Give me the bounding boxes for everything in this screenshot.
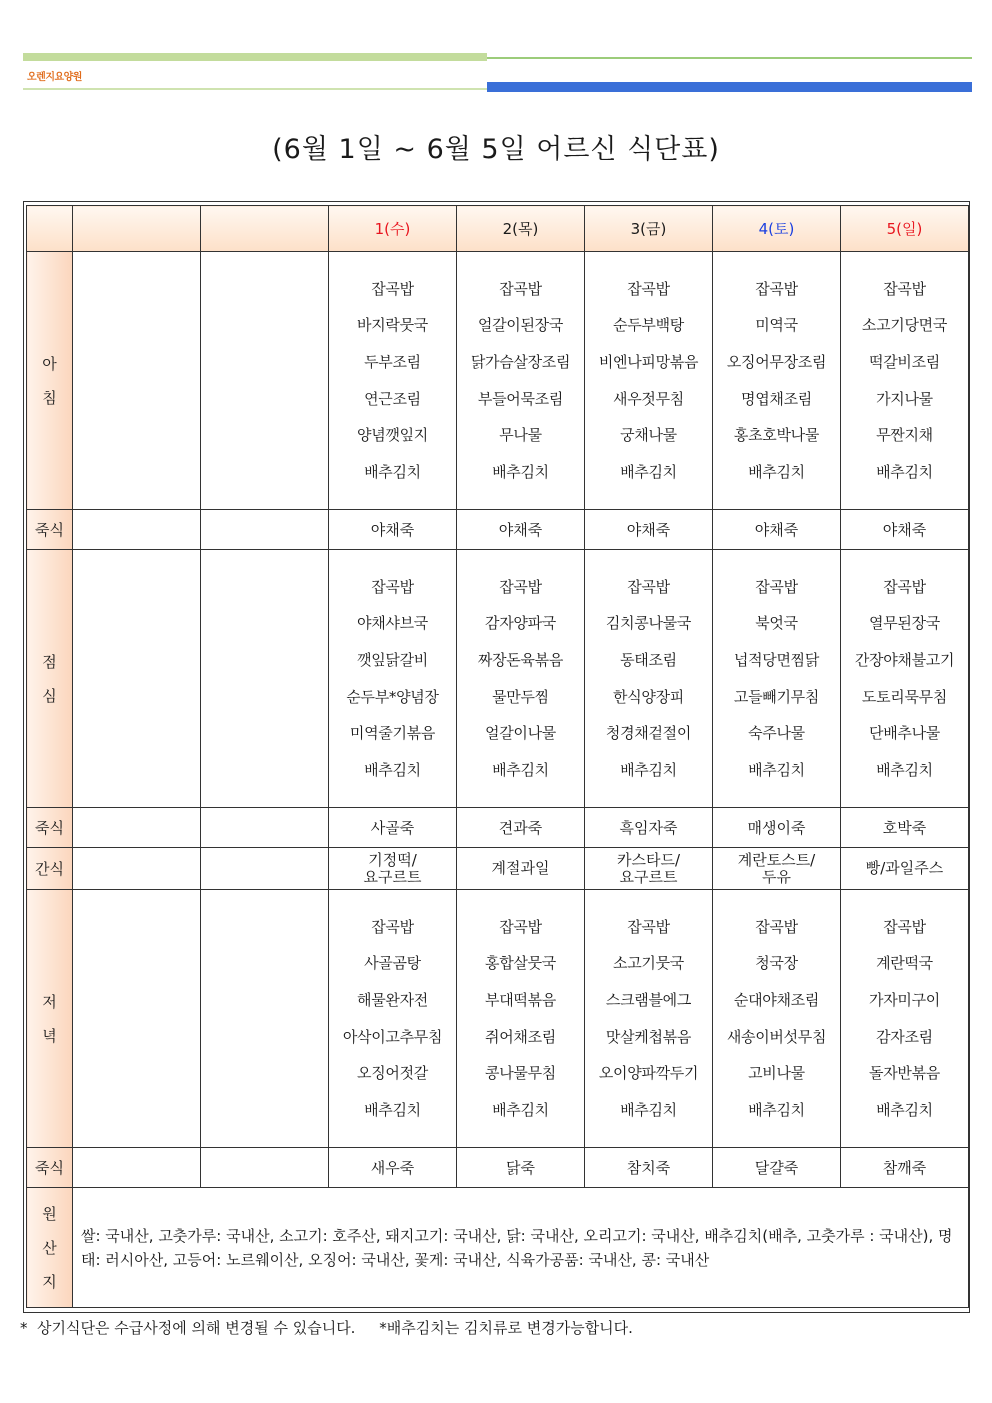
menu-item: 명엽채조림 — [741, 389, 812, 408]
day-header: 3(금) — [585, 206, 713, 252]
dinner-menu-cell — [329, 890, 457, 1148]
menu-table — [26, 205, 969, 1308]
origin-text: 쌀: 국내산, 고춧가루: 국내산, 소고기: 호주산, 돼지고기: 국내산, 닭: 국내산, 오리고기: 국내산, 배추김치(배추, 고춧가루 : 국내산), 명태: 러시아산, 고등어: 노르웨이산, 오징어: 국내산, 꽃게: 국내산, 식육가공품: 국내산, 콩: 국내산 — [73, 1188, 969, 1308]
lunch-menu-cell — [457, 550, 585, 808]
row-label — [27, 252, 73, 510]
menu-item: 배추김치 — [492, 1100, 549, 1119]
menu-item: 요구르트 — [619, 867, 678, 886]
empty-header-cell — [201, 206, 329, 252]
lunch_porridge-cell: 흑임자죽 — [585, 808, 713, 848]
header-bar-blue — [487, 82, 972, 92]
menu-item: 양념깻잎지 — [357, 426, 428, 445]
menu-item: 배추김치 — [364, 760, 421, 779]
breakfast_porridge-cell: 야채죽 — [329, 510, 457, 550]
menu-item: 청경채겉절이 — [605, 724, 692, 743]
row-label — [27, 550, 73, 808]
empty-cell — [73, 1148, 201, 1188]
menu-item: 부들어묵조림 — [477, 389, 564, 408]
menu-item: 부대떡볶음 — [485, 990, 556, 1009]
menu-item: 쥐어채조림 — [485, 1027, 556, 1046]
row-label-text: 아 침 — [42, 354, 57, 407]
footnote: * 상기식단은 수급사정에 의해 변경될 수 있습니다. *배추김치는 김치류로 변경가능합니다. — [20, 1319, 633, 1337]
lunch-menu-cell — [713, 550, 841, 808]
menu-item: 두부조림 — [364, 352, 421, 371]
menu-item: 청국장 — [755, 954, 798, 973]
menu-item: 가지나물 — [876, 389, 933, 408]
empty-cell — [201, 510, 329, 550]
menu-item: 연근조림 — [364, 389, 421, 408]
header-line-green — [487, 57, 972, 59]
menu-item: 짜장돈육볶음 — [477, 650, 564, 669]
row-label-text: 저 녁 — [42, 992, 57, 1045]
lunch_porridge-cell: 호박죽 — [841, 808, 969, 848]
menu-item: 두유 — [762, 867, 791, 886]
menu-item: 깻잎닭갈비 — [357, 650, 428, 669]
dinner_porridge-row — [27, 1148, 969, 1188]
menu-item: 단배추나물 — [869, 724, 940, 743]
origin-row — [27, 1188, 969, 1308]
dinner-menu-cell — [457, 890, 585, 1148]
row-label — [27, 1188, 73, 1308]
row-label — [27, 848, 73, 890]
menu-item: 돌자반볶음 — [869, 1064, 940, 1083]
menu-item: 잡곡밥 — [371, 279, 414, 298]
header-line-light — [23, 88, 487, 90]
menu-item: 넙적당면찜닭 — [733, 650, 820, 669]
menu-item: 아삭이고추무침 — [342, 1027, 443, 1046]
menu-item: 잡곡밥 — [499, 917, 542, 936]
dinner-row — [27, 890, 969, 1148]
lunch-menu-cell — [585, 550, 713, 808]
menu-item: 맛살케첩볶음 — [605, 1027, 692, 1046]
menu-item: 해물완자전 — [357, 990, 428, 1009]
dinner_porridge-cell: 닭죽 — [457, 1148, 585, 1188]
menu-item: 감자양파국 — [485, 614, 556, 633]
menu-item: 배추김치 — [620, 1100, 677, 1119]
snack-cell — [585, 848, 713, 890]
menu-item: 배추김치 — [748, 760, 805, 779]
menu-item: 스크램블에그 — [605, 990, 692, 1009]
breakfast_porridge-cell: 야채죽 — [713, 510, 841, 550]
menu-item: 동태조림 — [620, 650, 677, 669]
menu-item: 미역국 — [755, 316, 798, 335]
lunch-menu-cell — [841, 550, 969, 808]
menu-item: 홍초호박나물 — [733, 426, 820, 445]
menu-item: 잡곡밥 — [371, 917, 414, 936]
menu-item: 잡곡밥 — [883, 279, 926, 298]
menu-item: 잡곡밥 — [627, 577, 670, 596]
breakfast-menu-cell — [713, 252, 841, 510]
menu-item: 잡곡밥 — [627, 279, 670, 298]
menu-item: 물만두찜 — [492, 687, 549, 706]
dinner_porridge-cell: 참깨죽 — [841, 1148, 969, 1188]
menu-item: 계란떡국 — [876, 954, 933, 973]
snack-cell — [841, 848, 969, 890]
menu-item: 야채샤브국 — [357, 614, 428, 633]
menu-item: 잡곡밥 — [371, 577, 414, 596]
menu-item: 감자조림 — [876, 1027, 933, 1046]
breakfast_porridge-cell: 야채죽 — [457, 510, 585, 550]
breakfast_porridge-cell: 야채죽 — [841, 510, 969, 550]
row-label-text: 간식 — [35, 860, 64, 878]
menu-item: 홍합살뭇국 — [485, 954, 556, 973]
day-header: 5(일) — [841, 206, 969, 252]
menu-item: 오징어무장조림 — [726, 352, 827, 371]
menu-item: 배추김치 — [364, 462, 421, 481]
page-title: (6월 1일 ~ 6월 5일 어르신 식단표) — [272, 134, 720, 165]
row-label-text: 죽식 — [35, 521, 64, 539]
menu-item: 계란토스트/ — [737, 850, 816, 869]
day-header: 4(토) — [713, 206, 841, 252]
empty-cell — [201, 550, 329, 808]
menu-item: 배추김치 — [620, 462, 677, 481]
menu-item: 잡곡밥 — [883, 917, 926, 936]
menu-item: 잡곡밥 — [627, 917, 670, 936]
breakfast_porridge-cell: 야채죽 — [585, 510, 713, 550]
empty-cell — [201, 848, 329, 890]
lunch-menu-cell — [329, 550, 457, 808]
snack-cell — [713, 848, 841, 890]
menu-item: 숙주나물 — [748, 724, 805, 743]
lunch_porridge-cell: 사골죽 — [329, 808, 457, 848]
dinner_porridge-cell: 참치죽 — [585, 1148, 713, 1188]
menu-item: 잡곡밥 — [755, 577, 798, 596]
day-header: 2(목) — [457, 206, 585, 252]
menu-item: 배추김치 — [364, 1100, 421, 1119]
header-bar-green — [23, 53, 487, 61]
empty-cell — [201, 808, 329, 848]
empty-cell — [73, 808, 201, 848]
breakfast-menu-cell — [841, 252, 969, 510]
row-label — [27, 510, 73, 550]
empty-cell — [73, 550, 201, 808]
menu-item: 빵/과일주스 — [865, 859, 944, 877]
menu-item: 배추김치 — [492, 462, 549, 481]
menu-item: 오징어젓갈 — [357, 1064, 428, 1083]
org-name: 오렌지요양원 — [27, 72, 82, 83]
dinner_porridge-cell: 달걀죽 — [713, 1148, 841, 1188]
menu-item: 오이양파깍두기 — [598, 1064, 699, 1083]
menu-item: 순대야채조림 — [733, 990, 820, 1009]
menu-item: 배추김치 — [620, 760, 677, 779]
row-label — [27, 1148, 73, 1188]
menu-item: 잡곡밥 — [499, 279, 542, 298]
row-label-text: 원 산 지 — [42, 1204, 57, 1291]
menu-item: 잡곡밥 — [755, 279, 798, 298]
menu-item: 배추김치 — [876, 760, 933, 779]
dinner-menu-cell — [585, 890, 713, 1148]
menu-item: 가자미구이 — [869, 990, 940, 1009]
row-label — [27, 890, 73, 1148]
menu-item: 한식양장피 — [613, 687, 684, 706]
menu-item: 배추김치 — [748, 1100, 805, 1119]
menu-item: 비엔나피망볶음 — [598, 352, 699, 371]
empty-cell — [201, 890, 329, 1148]
menu-item: 얼갈이된장국 — [477, 316, 564, 335]
menu-item: 사골곰탕 — [364, 954, 421, 973]
menu-item: 무짠지채 — [876, 426, 933, 445]
empty-cell — [73, 848, 201, 890]
menu-item: 새우젓무침 — [613, 389, 684, 408]
lunch_porridge-row — [27, 808, 969, 848]
menu-item: 북엇국 — [755, 614, 798, 633]
empty-cell — [201, 252, 329, 510]
lunch_porridge-cell: 매생이죽 — [713, 808, 841, 848]
menu-item: 닭가슴살장조림 — [470, 352, 571, 371]
menu-item: 고들빼기무침 — [733, 687, 820, 706]
empty-cell — [73, 510, 201, 550]
menu-item: 도토리묵무침 — [861, 687, 948, 706]
row-label — [27, 808, 73, 848]
menu-item: 카스타드/ — [616, 850, 680, 869]
menu-item: 얼갈이나물 — [485, 724, 556, 743]
menu-item: 잡곡밥 — [755, 917, 798, 936]
dinner_porridge-cell: 새우죽 — [329, 1148, 457, 1188]
menu-item: 순두부*양념장 — [346, 687, 439, 706]
menu-item: 바지락뭇국 — [357, 316, 428, 335]
menu-item: 미역줄기볶음 — [349, 724, 436, 743]
empty-header-cell — [73, 206, 201, 252]
menu-item: 배추김치 — [876, 462, 933, 481]
menu-item: 무나물 — [499, 426, 542, 445]
empty-header-cell — [27, 206, 73, 252]
empty-cell — [73, 252, 201, 510]
day-header-row — [27, 206, 969, 252]
snack-cell — [329, 848, 457, 890]
menu-item: 간장야채불고기 — [854, 650, 955, 669]
lunch_porridge-cell: 견과죽 — [457, 808, 585, 848]
breakfast-menu-cell — [457, 252, 585, 510]
menu-item: 배추김치 — [748, 462, 805, 481]
menu-item: 소고기뭇국 — [613, 954, 684, 973]
empty-cell — [201, 1148, 329, 1188]
dinner-menu-cell — [841, 890, 969, 1148]
menu-item: 김치콩나물국 — [605, 614, 692, 633]
lunch-row — [27, 550, 969, 808]
menu-item: 열무된장국 — [869, 614, 940, 633]
menu-item: 순두부백탕 — [613, 316, 684, 335]
menu-item: 고비나물 — [748, 1064, 805, 1083]
menu-item: 새송이버섯무침 — [726, 1027, 827, 1046]
menu-item: 요구르트 — [363, 867, 422, 886]
row-label-text: 죽식 — [35, 1159, 64, 1177]
menu-item: 계절과일 — [491, 859, 550, 877]
menu-item: 잡곡밥 — [499, 577, 542, 596]
menu-item: 떡갈비조림 — [869, 352, 940, 371]
snack-cell — [457, 848, 585, 890]
snack-row — [27, 848, 969, 890]
menu-item: 소고기당면국 — [861, 316, 948, 335]
breakfast-menu-cell — [585, 252, 713, 510]
breakfast-menu-cell — [329, 252, 457, 510]
day-header: 1(수) — [329, 206, 457, 252]
breakfast_porridge-row — [27, 510, 969, 550]
menu-item: 콩나물무침 — [485, 1064, 556, 1083]
breakfast-row — [27, 252, 969, 510]
menu-item: 궁채나물 — [620, 426, 677, 445]
menu-item: 잡곡밥 — [883, 577, 926, 596]
dinner-menu-cell — [713, 890, 841, 1148]
menu-item: 배추김치 — [876, 1100, 933, 1119]
row-label-text: 점 심 — [42, 652, 57, 705]
menu-item: 기정떡/ — [368, 850, 417, 869]
empty-cell — [73, 890, 201, 1148]
menu-item: 배추김치 — [492, 760, 549, 779]
row-label-text: 죽식 — [35, 819, 64, 837]
